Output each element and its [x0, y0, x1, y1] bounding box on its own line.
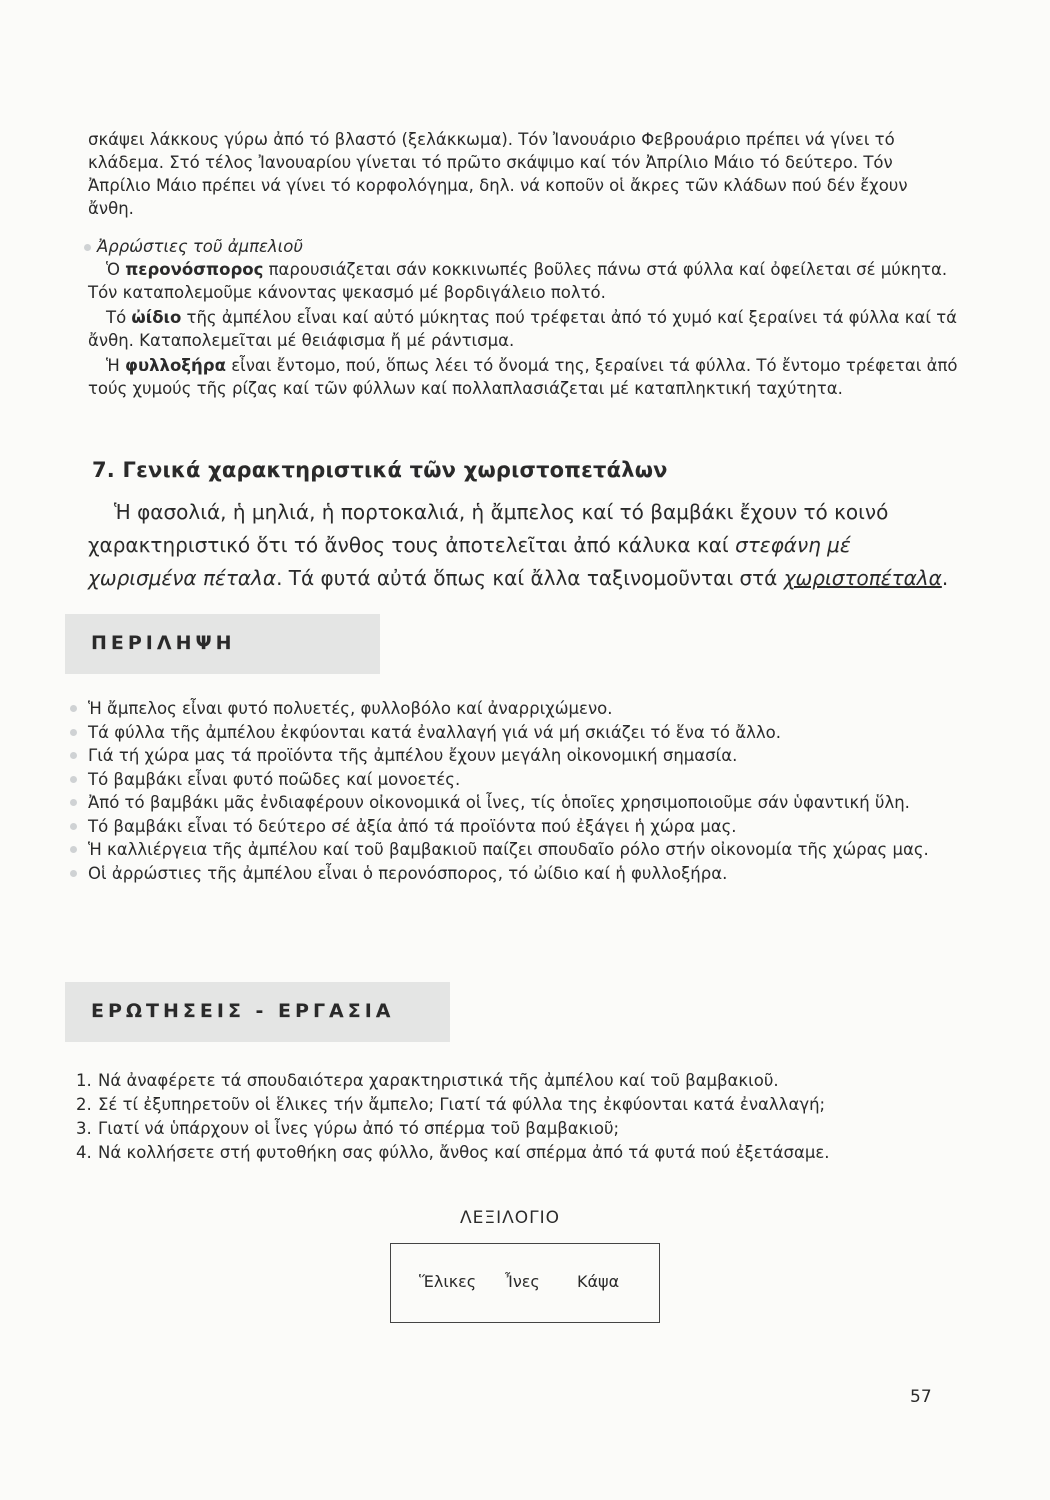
- summary-item: Τά φύλλα τῆς ἀμπέλου ἐκφύονται κατά ἐναλλαγή γιά νά μή σκιάζει τό ἕνα τό ἄλλο.: [70, 721, 960, 745]
- top-paragraph: σκάψει λάκκους γύρω ἀπό τό βλαστό (ξελάκκωμα). Τόν Ἰανουάριο Φεβρουάριο πρέπει νά γίνει τό κλάδεμα. Στό τέλος Ἰανουαρίου γίνεται τό πρῶτο σκάψιμο καί τόν Ἀπρίλιο Μάιο τό δεύτερο. Τόν Ἀπρίλιο Μάιο πρέπει νά γίνει τό κορφολόγημα, δηλ. νά κοποῦν οἱ ἄκρες τῶν κλάδων πού δέν ἔχουν ἄνθη.: [88, 130, 908, 218]
- glossary-title: ΛΕΞΙΛΟΓΙΟ: [460, 1208, 561, 1228]
- diseases-paragraph-1: Ὁ περονόσπορος παρουσιάζεται σάν κοκκινωπές βοῦλες πάνω στά φύλλα καί ὀφείλεται σέ μύκητα. Τόν καταπολεμοῦμε κάνοντας ψεκασμό μέ βορδιγάλειο πολτό.: [88, 260, 948, 302]
- bullet-icon: [84, 244, 91, 251]
- question-item: 3. Γιατί νά ὑπάρχουν οἱ ἶνες γύρω ἀπό τό σπέρμα τοῦ βαμβακιοῦ;: [76, 1119, 620, 1138]
- bullet-icon: [70, 823, 77, 830]
- diseases-paragraph-2: Τό ὠίδιο τῆς ἀμπέλου εἶναι καί αὐτό μύκητας πού τρέφεται ἀπό τό χυμό καί ξεραίνει τά φύλλα καί τά ἄνθη. Καταπολεμεῖται μέ θειάφισμα ἤ μέ ράντισμα.: [88, 308, 958, 350]
- summary-item: Οἱ ἀρρώστιες τῆς ἀμπέλου εἶναι ὁ περονόσπορος, τό ὠίδιο καί ἡ φυλλοξήρα.: [70, 862, 960, 886]
- question-item: 4. Νά κολλήσετε στή φυτοθήκη σας φύλλο, ἄνθος καί σπέρμα ἀπό τά φυτά πού ἐξετάσαμε.: [76, 1143, 830, 1162]
- summary-item: Ἡ καλλιέργεια τῆς ἀμπέλου καί τοῦ βαμβακιοῦ παίζει σπουδαῖο ρόλο στήν οἰκονομία τῆς χώρας μας.: [70, 838, 960, 862]
- bullet-icon: [70, 752, 77, 759]
- summary-item: Γιά τή χώρα μας τά προϊόντα τῆς ἀμπέλου ἔχουν μεγάλη οἰκονομική σημασία.: [70, 744, 960, 768]
- diseases-heading: Ἀρρώστιες τοῦ ἀμπελιοῦ: [84, 235, 954, 258]
- page-number: 57: [910, 1387, 932, 1407]
- glossary-box: [390, 1243, 660, 1323]
- glossary-term: Κάψα: [577, 1272, 620, 1291]
- summary-list: [70, 697, 960, 885]
- bullet-icon: [70, 705, 77, 712]
- summary-item: Ἡ ἄμπελος εἶναι φυτό πολυετές, φυλλοβόλο καί ἀναρριχώμενο.: [70, 697, 960, 721]
- questions-heading: ΕΡΩΤΗΣΕΙΣ - ΕΡΓΑΣΙΑ: [91, 1000, 395, 1022]
- diseases-paragraph-3: Ἡ φυλλοξήρα εἶναι ἔντομο, πού, ὅπως λέει τό ὄνομά της, ξεραίνει τά φύλλα. Τό ἔντομο τρέφεται ἀπό τούς χυμούς τῆς ρίζας καί τῶν φύλλων καί πολλαπλασιάζεται μέ καταπληκτική ταχύτητα.: [88, 356, 958, 398]
- questions-heading-box: [65, 982, 450, 1042]
- glossary-term: Ἕλικες: [419, 1272, 477, 1291]
- summary-item: Ἀπό τό βαμβάκι μᾶς ἐνδιαφέρουν οἰκονομικά οἱ ἶνες, τίς ὁποῖες χρησιμοποιοῦμε σάν ὑφαντική ὕλη.: [70, 791, 960, 815]
- bullet-icon: [70, 729, 77, 736]
- bullet-icon: [70, 799, 77, 806]
- bullet-icon: [70, 776, 77, 783]
- section-7-title: 7. Γενικά χαρακτηριστικά τῶν χωριστοπετάλων: [92, 458, 668, 482]
- term-fyllochira: φυλλοξήρα: [125, 356, 226, 375]
- bullet-icon: [70, 870, 77, 877]
- term-peronosporos: περονόσπορος: [125, 260, 264, 279]
- glossary-term: Ἶνες: [505, 1272, 540, 1291]
- summary-item: Τό βαμβάκι εἶναι φυτό ποῶδες καί μονοετές.: [70, 768, 960, 792]
- summary-heading: ΠΕΡΙΛΗΨΗ: [91, 632, 236, 654]
- section-7-text: Ἡ φασολιά, ἡ μηλιά, ἡ πορτοκαλιά, ἡ ἄμπελος καί τό βαμβάκι ἔχουν τό κοινό χαρακτηριστικό ὅτι τό ἄνθος τους ἀποτελεῖται ἀπό κάλυκα καί στεφάνη μέ χωρισμένα πέταλα. Τά φυτά αὐτά ὅπως καί ἄλλα ταξινομοῦνται στά χωριστοπέταλα.: [88, 500, 949, 590]
- question-item: 1. Νά ἀναφέρετε τά σπουδαιότερα χαρακτηριστικά τῆς ἀμπέλου καί τοῦ βαμβακιοῦ.: [76, 1071, 779, 1090]
- question-item: 2. Σέ τί ἐξυπηρετοῦν οἱ ἕλικες τήν ἄμπελο; Γιατί τά φύλλα της ἐκφύονται κατά ἐναλλαγή;: [76, 1095, 826, 1114]
- bullet-icon: [70, 846, 77, 853]
- term-oidio: ὠίδιο: [131, 308, 182, 327]
- summary-item: Τό βαμβάκι εἶναι τό δεύτερο σέ ἀξία ἀπό τά προϊόντα πού ἐξάγει ἡ χώρα μας.: [70, 815, 960, 839]
- summary-heading-box: [65, 614, 380, 674]
- questions-list: [76, 1069, 966, 1165]
